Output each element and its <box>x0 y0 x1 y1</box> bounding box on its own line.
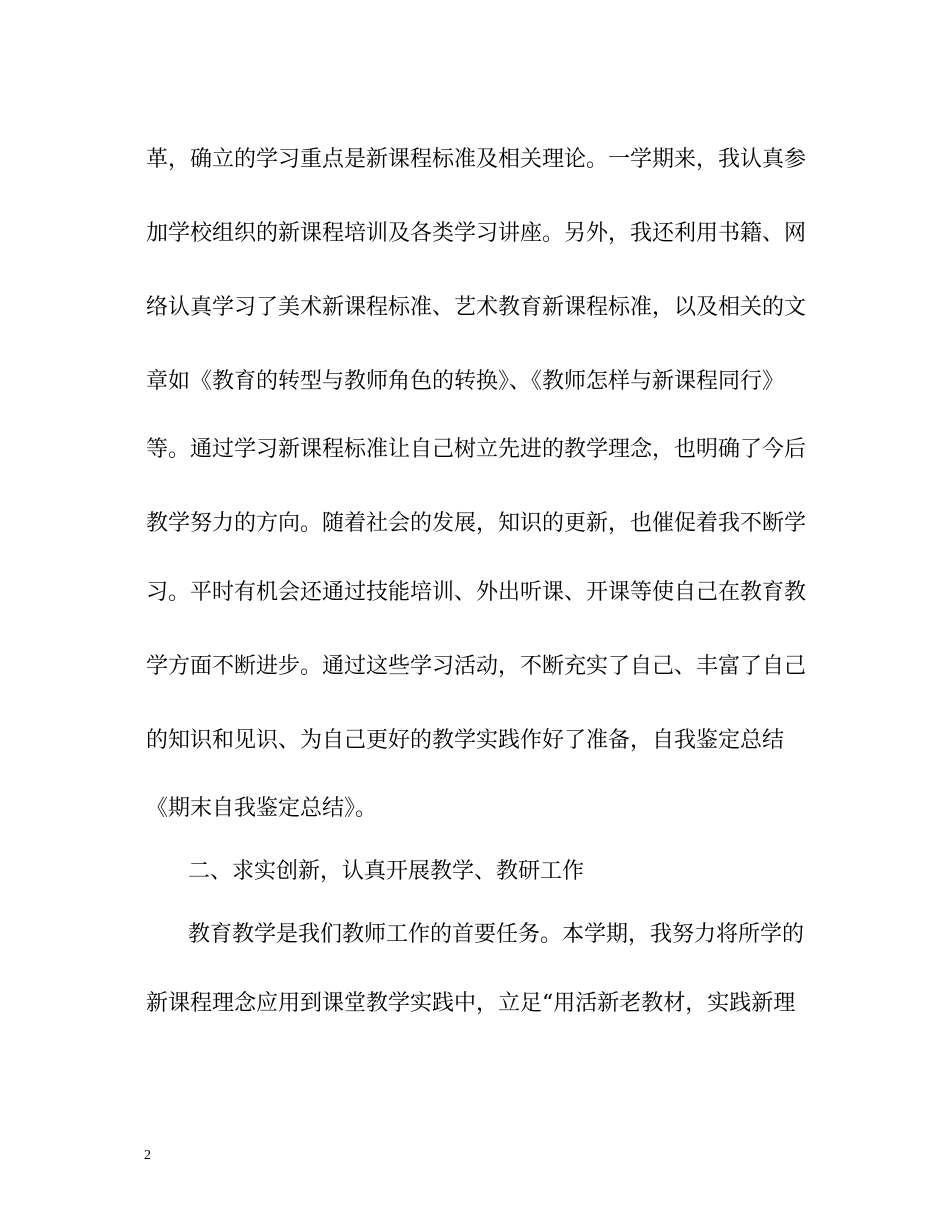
body-text-line: 《期末自我鉴定总结》。 <box>146 796 378 821</box>
body-text-line: 等。通过学习新课程标准让自己树立先进的教学理念，也明确了今后 <box>146 437 807 462</box>
page-number: 2 <box>144 1148 151 1163</box>
body-text-line: 习。平时有机会还通过技能培训、外出听课、开课等使自己在教育教 <box>146 580 807 605</box>
body-text-line: 络认真学习了美术新课程标准、艺术教育新课程标准，以及相关的文 <box>146 295 807 320</box>
body-text-line: 的知识和见识、为自己更好的教学实践作好了准备，自我鉴定总结 <box>146 728 785 753</box>
body-text-line: 学方面不断进步。通过这些学习活动，不断充实了自己、丰富了自己 <box>146 654 807 679</box>
body-text-line: 革，确立的学习重点是新课程标准及相关理论。一学期来，我认真参 <box>146 147 807 172</box>
body-text-line: 加学校组织的新课程培训及各类学习讲座。另外，我还利用书籍、网 <box>146 221 807 246</box>
body-text-line: 教育教学是我们教师工作的首要任务。本学期，我努力将所学的 <box>188 922 805 947</box>
body-text-line: 章如《教育的转型与教师角色的转换》、《教师怎样与新课程同行》 <box>146 369 785 394</box>
body-text-line: 新课程理念应用到课堂教学实践中，立足“用活新老教材，实践新理 <box>146 991 796 1016</box>
body-text-line: 教学努力的方向。随着社会的发展，知识的更新，也催促着我不断学 <box>146 511 807 536</box>
section-heading: 二、求实创新，认真开展教学、教研工作 <box>188 859 585 884</box>
